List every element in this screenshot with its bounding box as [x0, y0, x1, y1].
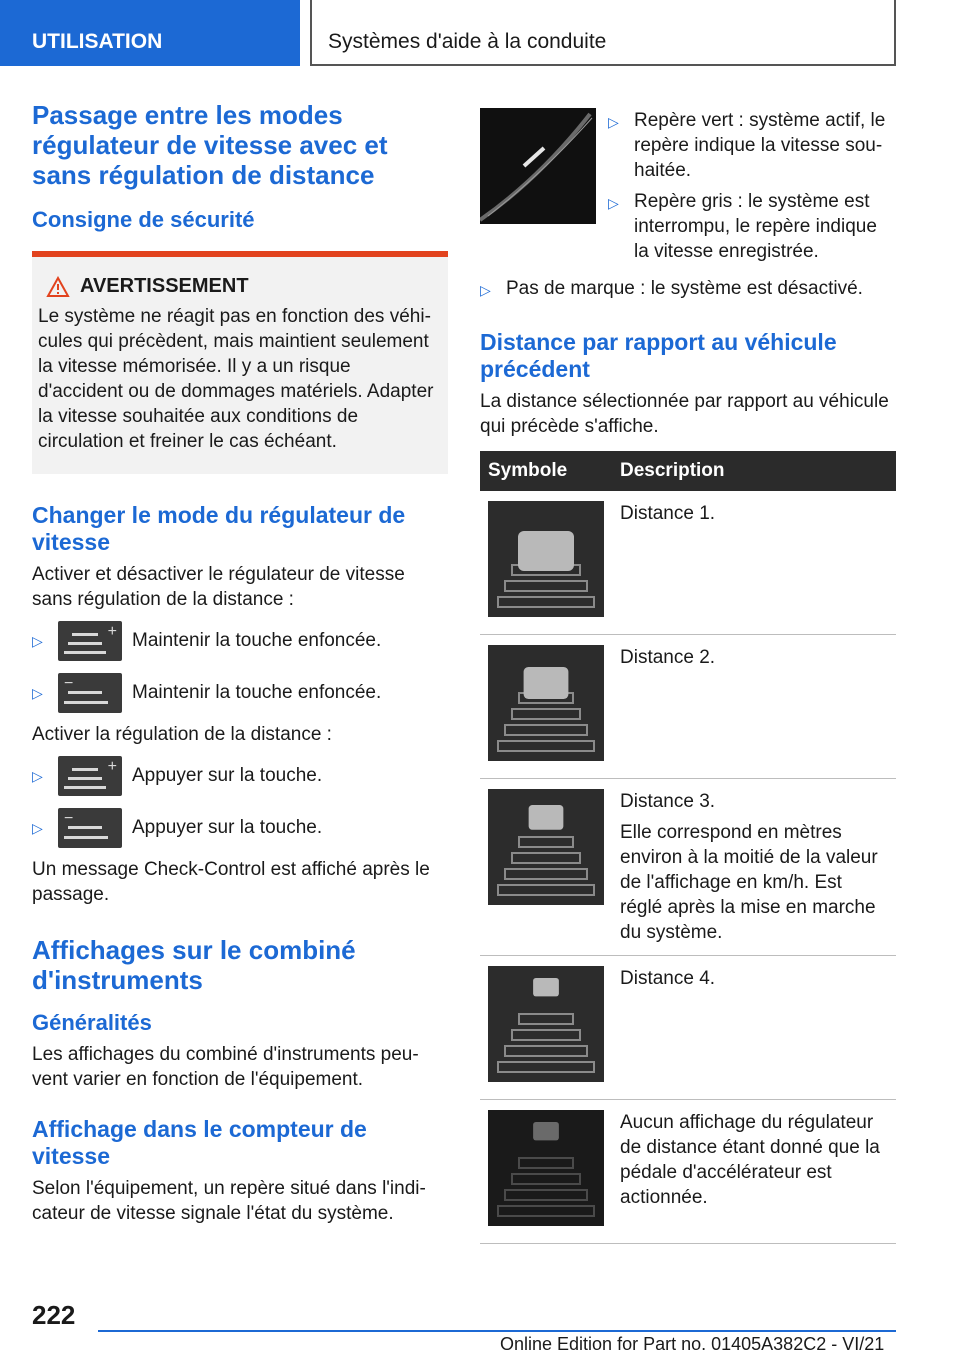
bullet-triangle-icon: ▷ — [32, 819, 43, 836]
speedo-heading: Affichage dans le compteur de vitesse — [32, 1116, 367, 1169]
bullet-triangle-icon: ▷ — [32, 684, 43, 701]
description-cell — [612, 779, 896, 956]
bullet-grey-marker: ▷ Repère gris : le système est interrompu, le repère indique la vitesse enregistrée. — [608, 191, 877, 262]
change-mode-heading: Changer le mode du régulateur de vitesse — [32, 502, 406, 555]
press-text-1: Appuyer sur la touche. — [132, 765, 323, 786]
section-tab: UTILISATION — [0, 0, 300, 66]
distance-plus-key-icon: + — [58, 621, 122, 661]
speedo-section — [480, 108, 896, 264]
warning-triangle-icon — [46, 276, 70, 298]
bullet-green-marker: ▷ Repère vert : système actif, le repère indique la vitesse souhaitée. — [608, 110, 886, 181]
distance-description: Distance 2. — [620, 647, 716, 668]
col-symbol: Symbole — [480, 451, 612, 491]
distance-plus-key-icon: + — [58, 756, 122, 796]
bullet-hold-minus — [32, 670, 448, 716]
check-control-text: Un message Check-Control est affiché après le passage. — [32, 859, 430, 905]
distance-extra: Elle correspond en mètres environ à la moitié de la valeur de l'affichage en km/h. Est réglé après la mise en marche du système. — [620, 822, 878, 943]
distance-text: La distance sélectionnée par rapport au véhicule qui précède s'affiche. — [480, 391, 889, 437]
distance-heading: Distance par rapport au véhicule précédent — [480, 329, 837, 382]
description-cell — [612, 491, 896, 635]
distance-symbol-icon — [488, 966, 604, 1082]
hold-text-2: Maintenir la touche enfoncée. — [132, 682, 382, 703]
change-intro: Activer et désactiver le régulateur de vitesse sans régulation de la distance : — [32, 564, 405, 610]
footer-edition: Online Edition for Part no. 01405A382C2 - VI/21 — [500, 1334, 885, 1354]
marker-bullets — [608, 108, 896, 264]
speedo-text: Selon l'équipement, un repère situé dans l'indicateur de vitesse signale l'état du système. — [32, 1178, 426, 1224]
bullet-press-minus — [32, 805, 448, 851]
display-heading: Affichages sur le combiné d'instruments — [32, 935, 356, 995]
chapter-title: Systèmes d'aide à la conduite — [310, 0, 896, 66]
right-column — [480, 108, 896, 1244]
bullet-press-plus — [32, 753, 448, 799]
distance-description: Distance 1. — [620, 503, 716, 524]
distance-symbol-icon — [488, 501, 604, 617]
distance-minus-key-icon: − — [58, 673, 122, 713]
bullet-triangle-icon: ▷ — [608, 114, 619, 130]
table-row — [480, 779, 896, 956]
description-cell — [612, 635, 896, 779]
page-header — [0, 0, 960, 66]
distance-symbol-icon — [488, 1110, 604, 1226]
warning-box — [32, 251, 448, 474]
symbol-cell — [480, 635, 612, 779]
safety-heading: Consigne de sécurité — [32, 207, 255, 232]
bullet-triangle-icon: ▷ — [608, 195, 619, 211]
speedometer-image — [480, 108, 596, 224]
bullet-hold-plus — [32, 618, 448, 664]
col-description: Description — [612, 451, 896, 491]
bullet-triangle-icon: ▷ — [32, 767, 43, 784]
table-header-row — [480, 451, 896, 491]
description-cell — [612, 956, 896, 1100]
page-title: Passage entre les modes régulateur de vitesse avec et sans régulation de distance — [32, 100, 388, 190]
distance-minus-key-icon: − — [58, 808, 122, 848]
symbol-cell — [480, 491, 612, 635]
page-number: 222 — [32, 1300, 76, 1330]
table-row — [480, 635, 896, 779]
general-heading: Généralités — [32, 1010, 152, 1035]
distance-symbol-icon — [488, 645, 604, 761]
warning-label: AVERTISSEMENT — [80, 275, 249, 297]
bullet-no-mark: ▷ Pas de marque : le système est désactivé. — [480, 276, 896, 303]
footer-rule — [98, 1330, 896, 1332]
table-row — [480, 956, 896, 1100]
symbol-cell — [480, 956, 612, 1100]
warning-title — [38, 275, 440, 298]
table-row — [480, 491, 896, 635]
distance-symbol-icon — [488, 789, 604, 905]
symbol-cell — [480, 1100, 612, 1244]
bullet-triangle-icon: ▷ — [480, 282, 491, 298]
hold-text-1: Maintenir la touche enfoncée. — [132, 630, 382, 651]
description-cell — [612, 1100, 896, 1244]
table-row — [480, 1100, 896, 1244]
symbol-cell — [480, 779, 612, 956]
distance-description: Distance 4. — [620, 968, 716, 989]
general-text: Les affichages du combiné d'instruments peuvent varier en fonction de l'équipement. — [32, 1044, 419, 1090]
distance-description: Aucun affichage du régulateur de distance étant donné que la pédale d'accélérateur est actionnée. — [620, 1112, 880, 1208]
distance-description: Distance 3. — [620, 791, 716, 812]
press-text-2: Appuyer sur la touche. — [132, 817, 323, 838]
bullet-triangle-icon: ▷ — [32, 632, 43, 649]
warning-text: Le système ne réagit pas en fonction des véhicules qui précèdent, mais maintient seulement la vitesse mémorisée. Il y a un risque d'accident ou de dommages matériels. Adapter la vitesse souhaitée aux conditions de circulation et freiner le cas échéant. — [38, 306, 434, 452]
left-column — [32, 100, 448, 1226]
distance-table — [480, 451, 896, 1244]
activate-intro: Activer la régulation de la distance : — [32, 724, 332, 745]
